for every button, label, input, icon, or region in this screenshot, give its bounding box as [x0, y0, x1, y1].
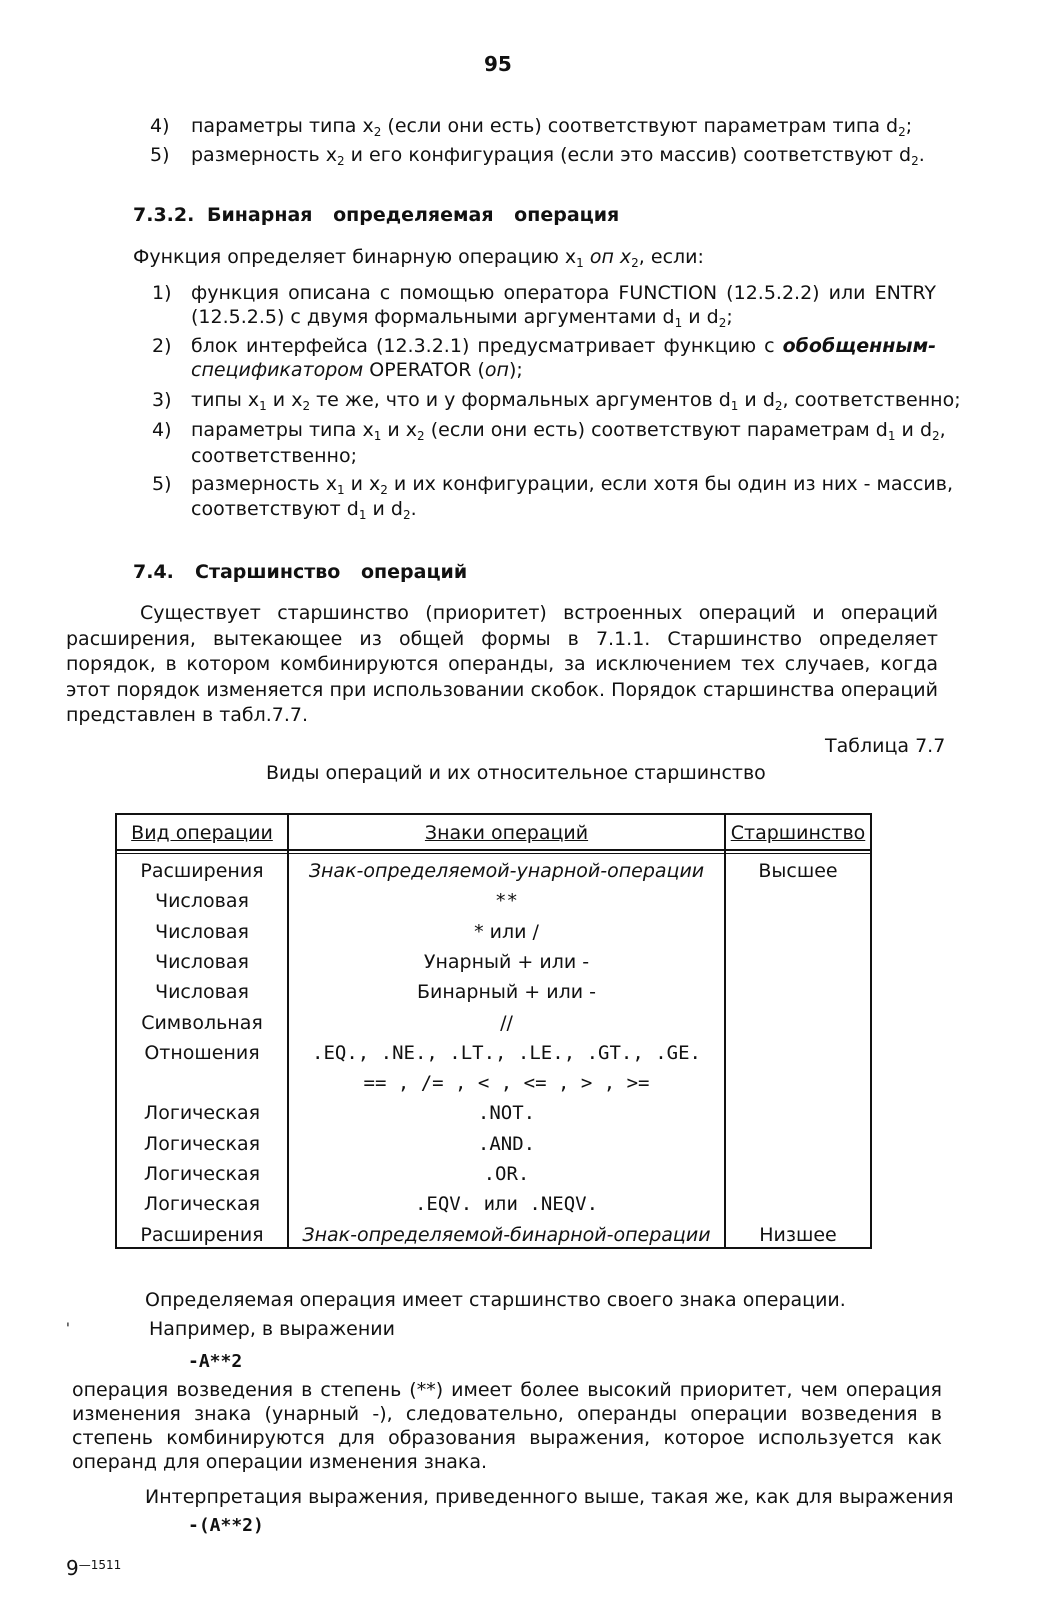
header-kind: Вид операции — [131, 822, 273, 844]
cell-kind: Отношения — [144, 1041, 260, 1064]
subscript: 2 — [402, 508, 411, 522]
subscript: 2 — [380, 483, 388, 497]
cell-kind: Числовая — [155, 890, 249, 913]
text-segment: ; — [905, 115, 913, 137]
table-header-divider — [115, 849, 872, 851]
cond-1-line1: функция описана с помощью оператора FUNCTION (12.5.2.2) или ENTRY — [191, 282, 936, 304]
subscript: 2 — [302, 399, 311, 413]
after-table-line-2: Например, в выражении — [149, 1318, 395, 1340]
text-segment: оп x — [583, 246, 632, 268]
text-segment: и x — [266, 389, 303, 411]
margin-mark: ' — [66, 1321, 70, 1337]
text-segment: блок интерфейса (12.3.2.1) предусматривает функцию с — [191, 335, 783, 357]
subscript: 2 — [631, 256, 639, 270]
cond-1-line2 — [191, 305, 733, 330]
cell-precedence: Высшее — [758, 860, 838, 882]
text-segment: ); — [508, 359, 523, 381]
subscript: 2 — [718, 316, 727, 330]
list-number: 5) — [150, 144, 170, 166]
cond-2-line1 — [191, 334, 936, 359]
paragraph-74: Существует старшинство (приоритет) встроенных операций и операций расширения, вытекающее из общей формы в 7.1.1. Старшинство определяет порядок, в котором комбинируются операнды, за исключением тех случаев, когда этот порядок изменяется при использовании скобок. Порядок старшинства операций представлен в табл.7.7. — [66, 602, 938, 726]
cond-4-line1 — [191, 418, 946, 443]
cell-kind: Логическая — [143, 1132, 261, 1155]
subscript: 1 — [336, 483, 345, 497]
cell-kind: Числовая — [155, 981, 249, 1004]
cell-signs: .AND. — [477, 1132, 536, 1155]
text-segment: (если они есть) соответствуют параметрам типа d — [381, 115, 899, 137]
cell-signs: Знак-определяемой-унарной-операции — [308, 860, 705, 882]
expression-2: -(A**2) — [188, 1515, 264, 1536]
paragraph-2: операция возведения в степень (**) имеет более высокий приоритет, чем операция изменения знака (унарный -), следовательно, операнды операции возведения в степень комбинируются для образования выражения, которое используется как операнд для операции изменения знака. — [72, 1379, 942, 1473]
expression-1: -A**2 — [188, 1351, 243, 1372]
cond-5-num: 5) — [152, 473, 172, 495]
cell-signs: Знак-определяемой-бинарной-операции — [302, 1223, 711, 1246]
subscript: 2 — [336, 154, 345, 168]
cell-signs: .EQV. или .NEQV. — [414, 1193, 599, 1216]
subscript: 2 — [911, 154, 919, 168]
text-segment: (12.5.2.5) с двумя формальными аргументами d — [191, 306, 675, 328]
text-segment: , если: — [638, 246, 704, 268]
text-segment: обобщенным- — [782, 335, 936, 357]
list-item-5-text — [191, 143, 925, 168]
subscript: 2 — [932, 429, 940, 443]
cell-kind: Расширения — [140, 860, 264, 882]
text-segment: параметры типа x — [191, 115, 374, 137]
footer-code: —1511 — [78, 1558, 122, 1572]
text-segment: и d — [366, 498, 403, 520]
cell-precedence: Низшее — [759, 1223, 837, 1246]
table-header-divider — [115, 853, 872, 854]
subscript: 2 — [373, 125, 382, 139]
text-segment: и d — [738, 389, 775, 411]
text-segment: , — [939, 419, 946, 441]
text-segment: , соответственно; — [782, 389, 961, 411]
subscript: 1 — [887, 429, 896, 443]
list-number: 4) — [150, 115, 170, 137]
footer-signature — [66, 1553, 121, 1581]
subscript: 1 — [373, 429, 382, 443]
text-segment: оп — [484, 359, 509, 381]
subscript: 1 — [730, 399, 739, 413]
cell-signs: == , /= , < , <= , > , >= — [363, 1072, 650, 1095]
table-label: Таблица 7.7 — [825, 735, 946, 757]
cell-signs: Бинарный + или - — [416, 981, 596, 1004]
section-number-74: 7.4. — [133, 561, 174, 583]
after-table-line-1: Определяемая операция имеет старшинство своего знака операции. — [145, 1289, 846, 1311]
after-table-line-3: Интерпретация выражения, приведенного выше, такая же, как для выражения — [145, 1486, 954, 1508]
text-segment: и d — [682, 306, 719, 328]
text-segment: ; — [726, 306, 733, 328]
cond-1-num: 1) — [152, 282, 172, 304]
section-title-732: Бинарная определяемая операция — [207, 204, 620, 226]
text-segment: те же, что и у формальных аргументов d — [310, 389, 731, 411]
text-segment: и их конфигурации, если хотя бы один из них - массив, — [387, 473, 954, 495]
cell-kind: Числовая — [155, 920, 249, 943]
cond-5-line1 — [191, 472, 953, 497]
text-segment: . — [918, 144, 925, 166]
cell-signs: Унарный + или - — [423, 950, 590, 973]
list-item-4 — [150, 114, 170, 139]
list-item-4-text — [191, 114, 912, 139]
cond-3-num: 3) — [152, 389, 172, 411]
text-segment: (если они есть) соответствуют параметрам d — [424, 419, 888, 441]
text-segment: спецификатором — [191, 359, 364, 381]
section-title-74: Старшинство операций — [195, 561, 468, 583]
text-segment: OPERATOR ( — [363, 359, 485, 381]
cell-signs: .OR. — [483, 1163, 530, 1185]
table-caption: Виды операций и их относительное старшинство — [266, 762, 766, 784]
subscript: 1 — [576, 256, 584, 270]
cond-3-line — [191, 388, 961, 413]
subscript: 2 — [898, 125, 906, 139]
footer-sign: 9 — [66, 1556, 79, 1580]
cond-2-num: 2) — [152, 335, 172, 357]
text-segment: и x — [344, 473, 381, 495]
cell-signs: * или / — [474, 920, 539, 943]
subscript: 2 — [417, 429, 425, 443]
cond-2-line2 — [191, 358, 523, 383]
text-segment: и его конфигурация (если это массив) соответствуют d — [344, 144, 912, 166]
text-segment: типы x — [191, 389, 260, 411]
text-segment: . — [410, 498, 417, 520]
subscript: 1 — [358, 508, 367, 522]
section-number-732: 7.3.2. — [133, 204, 195, 226]
subscript: 2 — [774, 399, 783, 413]
cell-kind: Символьная — [141, 1011, 263, 1034]
header-signs: Знаки операций — [424, 822, 589, 844]
cell-kind: Логическая — [143, 1102, 261, 1125]
cell-signs: // — [500, 1011, 513, 1034]
page-number: 95 — [484, 52, 512, 76]
cell-signs: .NOT. — [477, 1102, 536, 1125]
cond-4-num: 4) — [152, 419, 172, 441]
cond-5-line2 — [191, 497, 417, 522]
subscript: 1 — [674, 316, 683, 330]
cond-4-line2: соответственно; — [191, 445, 357, 467]
text-segment: и x — [381, 419, 418, 441]
cell-kind: Логическая — [143, 1193, 261, 1216]
text-segment: соответствуют d — [191, 498, 359, 520]
cell-kind: Расширения — [140, 1223, 264, 1246]
cell-kind: Логическая — [143, 1163, 261, 1185]
list-item-5 — [150, 143, 170, 168]
cell-kind: Числовая — [155, 950, 249, 973]
intro-line — [133, 245, 704, 270]
text-segment: параметры типа x — [191, 419, 374, 441]
subscript: 1 — [259, 399, 267, 413]
text-segment: размерность x — [191, 144, 337, 166]
text-segment: Функция определяет бинарную операцию x — [133, 246, 577, 268]
cell-signs: .EQ., .NE., .LT., .LE., .GT., .GE. — [312, 1041, 701, 1064]
text-segment: размерность x — [191, 473, 337, 495]
cell-signs: ** — [495, 890, 518, 913]
header-precedence: Старшинство — [730, 822, 866, 844]
text-segment: и d — [895, 419, 933, 441]
